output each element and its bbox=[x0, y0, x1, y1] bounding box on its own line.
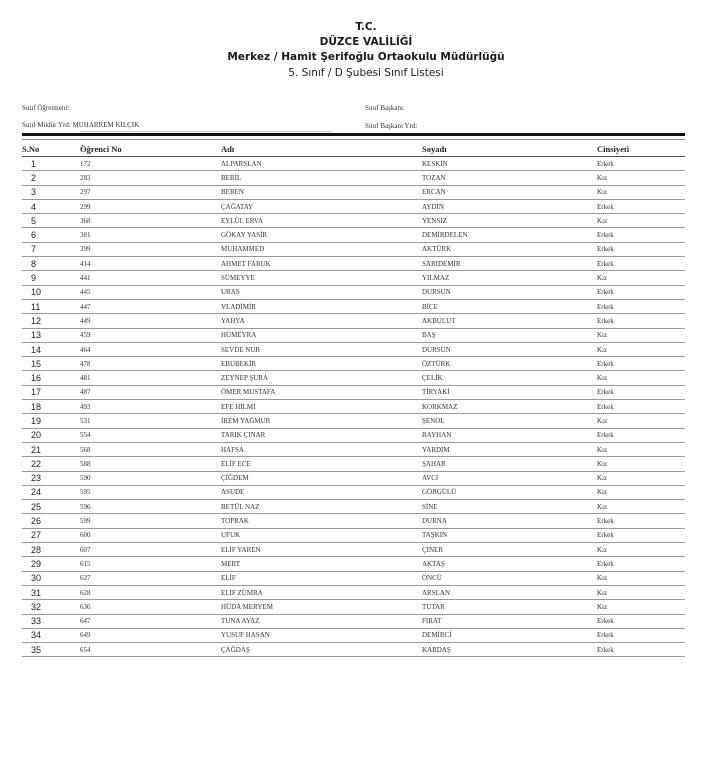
header-class-list-title: 5. Sınıf / D Şubesi Sınıf Listesi bbox=[288, 67, 444, 79]
cell-student-no: 628 bbox=[80, 585, 221, 599]
cell-last-name: FIRAT bbox=[422, 614, 597, 628]
cell-first-name: TUNA AYAZ bbox=[221, 614, 422, 628]
cell-gender: Kız bbox=[597, 342, 685, 356]
table-row bbox=[22, 643, 685, 657]
cell-sno: 16 bbox=[22, 371, 80, 385]
cell-gender: Kız bbox=[597, 457, 685, 471]
cell-first-name: ÖMER MUSTAFA bbox=[221, 385, 422, 399]
table-row bbox=[22, 342, 685, 356]
cell-student-no: 441 bbox=[80, 271, 221, 285]
table-row bbox=[22, 457, 685, 471]
table-row bbox=[22, 442, 685, 456]
cell-gender: Erkek bbox=[597, 357, 685, 371]
table-row bbox=[22, 543, 685, 557]
cell-last-name: KARDAŞ bbox=[422, 643, 597, 657]
cell-sno: 15 bbox=[22, 357, 80, 371]
table-row bbox=[22, 257, 685, 271]
table-row bbox=[22, 371, 685, 385]
cell-gender: Erkek bbox=[597, 228, 685, 242]
cell-last-name: AKTAŞ bbox=[422, 557, 597, 571]
cell-sno: 14 bbox=[22, 342, 80, 356]
cell-sno: 19 bbox=[22, 414, 80, 428]
cell-last-name: TİRYAKİ bbox=[422, 385, 597, 399]
cell-first-name: ELİF ZÜMRA bbox=[221, 585, 422, 599]
cell-first-name: ASUDE bbox=[221, 485, 422, 499]
cell-first-name: SEVDE NUR bbox=[221, 342, 422, 356]
cell-first-name: BETÜL NAZ bbox=[221, 500, 422, 514]
cell-sno: 1 bbox=[22, 157, 80, 171]
cell-gender: Erkek bbox=[597, 314, 685, 328]
table-row bbox=[22, 400, 685, 414]
header-school: Merkez / Hamit Şerifoğlu Ortaokulu Müdürlüğü bbox=[227, 51, 505, 63]
cell-first-name: HÜDA MERYEM bbox=[221, 600, 422, 614]
cell-last-name: ÇELİK bbox=[422, 371, 597, 385]
cell-first-name: ELİF bbox=[221, 571, 422, 585]
cell-gender: Kız bbox=[597, 271, 685, 285]
cell-first-name: BERİL bbox=[221, 171, 422, 185]
cell-student-no: 531 bbox=[80, 414, 221, 428]
col-header-sno: S.No bbox=[22, 142, 80, 157]
cell-first-name: ÇAĞDAŞ bbox=[221, 643, 422, 657]
cell-sno: 24 bbox=[22, 485, 80, 499]
table-row bbox=[22, 199, 685, 213]
cell-student-no: 636 bbox=[80, 600, 221, 614]
cell-last-name: BAŞ bbox=[422, 328, 597, 342]
cell-first-name: MUHAMMED bbox=[221, 242, 422, 256]
table-row bbox=[22, 357, 685, 371]
cell-last-name: KESKİN bbox=[422, 157, 597, 171]
cell-student-no: 649 bbox=[80, 628, 221, 642]
cell-student-no: 299 bbox=[80, 199, 221, 213]
cell-gender: Kız bbox=[597, 214, 685, 228]
cell-gender: Kız bbox=[597, 585, 685, 599]
table-row bbox=[22, 485, 685, 499]
cell-sno: 7 bbox=[22, 242, 80, 256]
cell-last-name: YILMAZ bbox=[422, 271, 597, 285]
cell-sno: 27 bbox=[22, 528, 80, 542]
cell-student-no: 568 bbox=[80, 442, 221, 456]
cell-student-no: 493 bbox=[80, 400, 221, 414]
table-row bbox=[22, 299, 685, 313]
cell-last-name: SİNE bbox=[422, 500, 597, 514]
cell-sno: 4 bbox=[22, 199, 80, 213]
cell-student-no: 600 bbox=[80, 528, 221, 542]
cell-student-no: 297 bbox=[80, 185, 221, 199]
cell-gender: Kız bbox=[597, 543, 685, 557]
cell-student-no: 368 bbox=[80, 214, 221, 228]
cell-gender: Erkek bbox=[597, 428, 685, 442]
cell-student-no: 599 bbox=[80, 514, 221, 528]
cell-first-name: YUSUF HASAN bbox=[221, 628, 422, 642]
cell-gender: Kız bbox=[597, 171, 685, 185]
cell-last-name: AYDIN bbox=[422, 199, 597, 213]
cell-gender: Erkek bbox=[597, 628, 685, 642]
cell-first-name: AHMET FARUK bbox=[221, 257, 422, 271]
cell-last-name: ÖZTÜRK bbox=[422, 357, 597, 371]
cell-last-name: TOZAN bbox=[422, 171, 597, 185]
header-tc: T.C. bbox=[355, 21, 377, 33]
table-row bbox=[22, 628, 685, 642]
cell-gender: Erkek bbox=[597, 257, 685, 271]
cell-sno: 22 bbox=[22, 457, 80, 471]
cell-gender: Kız bbox=[597, 414, 685, 428]
cell-gender: Erkek bbox=[597, 528, 685, 542]
cell-gender: Kız bbox=[597, 485, 685, 499]
cell-student-no: 449 bbox=[80, 314, 221, 328]
cell-sno: 25 bbox=[22, 500, 80, 514]
cell-first-name: BEREN bbox=[221, 185, 422, 199]
cell-first-name: İREM YAĞMUR bbox=[221, 414, 422, 428]
cell-student-no: 627 bbox=[80, 571, 221, 585]
cell-student-no: 595 bbox=[80, 485, 221, 499]
cell-last-name: ŞAHAR bbox=[422, 457, 597, 471]
table-row bbox=[22, 242, 685, 256]
cell-student-no: 459 bbox=[80, 328, 221, 342]
cell-gender: Kız bbox=[597, 442, 685, 456]
cell-sno: 12 bbox=[22, 314, 80, 328]
cell-gender: Erkek bbox=[597, 285, 685, 299]
cell-first-name: EYLÜL ERVA bbox=[221, 214, 422, 228]
table-row bbox=[22, 528, 685, 542]
cell-student-no: 615 bbox=[80, 557, 221, 571]
cell-gender: Erkek bbox=[597, 157, 685, 171]
cell-gender: Erkek bbox=[597, 643, 685, 657]
cell-first-name: ÇİĞDEM bbox=[221, 471, 422, 485]
meta-divider bbox=[80, 131, 332, 132]
cell-sno: 13 bbox=[22, 328, 80, 342]
cell-gender: Kız bbox=[597, 185, 685, 199]
cell-student-no: 172 bbox=[80, 157, 221, 171]
cell-sno: 8 bbox=[22, 257, 80, 271]
cell-last-name: TUTAR bbox=[422, 600, 597, 614]
cell-first-name: ÇAĞATAY bbox=[221, 199, 422, 213]
cell-last-name: AKTÜRK bbox=[422, 242, 597, 256]
cell-student-no: 478 bbox=[80, 357, 221, 371]
header-rule-thin bbox=[22, 139, 685, 140]
cell-sno: 6 bbox=[22, 228, 80, 242]
cell-first-name: UFUK bbox=[221, 528, 422, 542]
cell-last-name: BAYHAN bbox=[422, 428, 597, 442]
cell-last-name: DURSUN bbox=[422, 285, 597, 299]
cell-student-no: 647 bbox=[80, 614, 221, 628]
cell-student-no: 654 bbox=[80, 643, 221, 657]
cell-last-name: ARSLAN bbox=[422, 585, 597, 599]
cell-sno: 35 bbox=[22, 643, 80, 657]
cell-gender: Erkek bbox=[597, 242, 685, 256]
table-row bbox=[22, 157, 685, 171]
col-header-first-name: Adı bbox=[221, 142, 422, 157]
cell-sno: 34 bbox=[22, 628, 80, 642]
table-row bbox=[22, 328, 685, 342]
cell-student-no: 447 bbox=[80, 299, 221, 313]
cell-student-no: 381 bbox=[80, 228, 221, 242]
table-row bbox=[22, 600, 685, 614]
cell-sno: 2 bbox=[22, 171, 80, 185]
cell-sno: 5 bbox=[22, 214, 80, 228]
cell-student-no: 399 bbox=[80, 242, 221, 256]
cell-student-no: 596 bbox=[80, 500, 221, 514]
cell-student-no: 414 bbox=[80, 257, 221, 271]
cell-first-name: ELİF ECE bbox=[221, 457, 422, 471]
cell-last-name: ŞENOL bbox=[422, 414, 597, 428]
table-row bbox=[22, 385, 685, 399]
table-row bbox=[22, 214, 685, 228]
cell-first-name: HAFSA bbox=[221, 442, 422, 456]
cell-first-name: MERT bbox=[221, 557, 422, 571]
cell-student-no: 588 bbox=[80, 457, 221, 471]
cell-first-name: TOPRAK bbox=[221, 514, 422, 528]
cell-last-name: GÖRGÜLÜ bbox=[422, 485, 597, 499]
cell-first-name: EFE HİLMİ bbox=[221, 400, 422, 414]
cell-sno: 9 bbox=[22, 271, 80, 285]
cell-first-name: EBUBEKİR bbox=[221, 357, 422, 371]
cell-last-name: YARDIM bbox=[422, 442, 597, 456]
cell-last-name: BİCE bbox=[422, 299, 597, 313]
cell-gender: Kız bbox=[597, 471, 685, 485]
cell-last-name: DURNA bbox=[422, 514, 597, 528]
cell-first-name: YAHYA bbox=[221, 314, 422, 328]
cell-first-name: TARIK ÇINAR bbox=[221, 428, 422, 442]
table-row bbox=[22, 185, 685, 199]
cell-last-name: DEMİRCİ bbox=[422, 628, 597, 642]
cell-sno: 10 bbox=[22, 285, 80, 299]
cell-student-no: 590 bbox=[80, 471, 221, 485]
cell-sno: 28 bbox=[22, 543, 80, 557]
table-header-row bbox=[22, 142, 685, 157]
cell-gender: Erkek bbox=[597, 385, 685, 399]
meta-class-president: Sınıf Başkanı: bbox=[365, 104, 405, 112]
cell-student-no: 607 bbox=[80, 543, 221, 557]
cell-student-no: 283 bbox=[80, 171, 221, 185]
cell-gender: Kız bbox=[597, 600, 685, 614]
cell-gender: Erkek bbox=[597, 199, 685, 213]
cell-first-name: GÖKAY YASİR bbox=[221, 228, 422, 242]
cell-last-name: DURSUN bbox=[422, 342, 597, 356]
cell-gender: Erkek bbox=[597, 400, 685, 414]
cell-sno: 30 bbox=[22, 571, 80, 585]
cell-gender: Erkek bbox=[597, 614, 685, 628]
table-row bbox=[22, 414, 685, 428]
meta-vice-principal: Sınıf Müdür Yrd: MUHARREM KILÇIK bbox=[22, 121, 140, 129]
cell-first-name: ZEYNEP ŞURA bbox=[221, 371, 422, 385]
table-row bbox=[22, 514, 685, 528]
col-header-last-name: Soyadı bbox=[422, 142, 597, 157]
table-row bbox=[22, 557, 685, 571]
cell-gender: Erkek bbox=[597, 299, 685, 313]
meta-teacher: Sınıf Öğretmeni: bbox=[22, 104, 70, 112]
cell-sno: 31 bbox=[22, 585, 80, 599]
table-row bbox=[22, 471, 685, 485]
cell-last-name: AKBULUT bbox=[422, 314, 597, 328]
table-row bbox=[22, 614, 685, 628]
cell-first-name: VLADİMİR bbox=[221, 299, 422, 313]
col-header-student-no: Öğrenci No bbox=[80, 142, 221, 157]
cell-first-name: HÜMEYRA bbox=[221, 328, 422, 342]
cell-sno: 23 bbox=[22, 471, 80, 485]
cell-student-no: 445 bbox=[80, 285, 221, 299]
cell-sno: 21 bbox=[22, 442, 80, 456]
table-row bbox=[22, 585, 685, 599]
table-row bbox=[22, 171, 685, 185]
meta-class-vice-president: Sınıf Başkanı Yrd: bbox=[365, 122, 418, 130]
cell-last-name: YENSİZ bbox=[422, 214, 597, 228]
table-row bbox=[22, 271, 685, 285]
cell-last-name: KORKMAZ bbox=[422, 400, 597, 414]
cell-first-name: ELİF YAREN bbox=[221, 543, 422, 557]
cell-sno: 18 bbox=[22, 400, 80, 414]
cell-sno: 17 bbox=[22, 385, 80, 399]
col-header-gender: Cinsiyeti bbox=[597, 142, 685, 157]
cell-last-name: AVCI bbox=[422, 471, 597, 485]
cell-last-name: ÖNCÜ bbox=[422, 571, 597, 585]
cell-sno: 32 bbox=[22, 600, 80, 614]
table-row bbox=[22, 314, 685, 328]
table-row bbox=[22, 228, 685, 242]
cell-sno: 29 bbox=[22, 557, 80, 571]
cell-gender: Erkek bbox=[597, 557, 685, 571]
table-row bbox=[22, 285, 685, 299]
cell-sno: 26 bbox=[22, 514, 80, 528]
cell-last-name: SARIDEMİR bbox=[422, 257, 597, 271]
cell-first-name: SÜMEYYE bbox=[221, 271, 422, 285]
cell-gender: Erkek bbox=[597, 514, 685, 528]
cell-student-no: 487 bbox=[80, 385, 221, 399]
cell-gender: Kız bbox=[597, 500, 685, 514]
cell-gender: Kız bbox=[597, 328, 685, 342]
cell-student-no: 464 bbox=[80, 342, 221, 356]
cell-gender: Kız bbox=[597, 371, 685, 385]
student-table bbox=[22, 142, 685, 657]
cell-sno: 3 bbox=[22, 185, 80, 199]
table-row bbox=[22, 571, 685, 585]
cell-last-name: ERCAN bbox=[422, 185, 597, 199]
cell-first-name: URAS bbox=[221, 285, 422, 299]
cell-sno: 11 bbox=[22, 299, 80, 313]
cell-last-name: TAŞKIN bbox=[422, 528, 597, 542]
cell-sno: 33 bbox=[22, 614, 80, 628]
cell-student-no: 554 bbox=[80, 428, 221, 442]
cell-last-name: DEMİRDELEN bbox=[422, 228, 597, 242]
header-governorship: DÜZCE VALİLİĞİ bbox=[319, 36, 413, 48]
cell-first-name: ALPARSLAN bbox=[221, 157, 422, 171]
table-row bbox=[22, 500, 685, 514]
table-row bbox=[22, 428, 685, 442]
cell-gender: Kız bbox=[597, 571, 685, 585]
cell-last-name: ÇİNER bbox=[422, 543, 597, 557]
header-rule-thick bbox=[22, 133, 685, 136]
cell-student-no: 481 bbox=[80, 371, 221, 385]
cell-sno: 20 bbox=[22, 428, 80, 442]
